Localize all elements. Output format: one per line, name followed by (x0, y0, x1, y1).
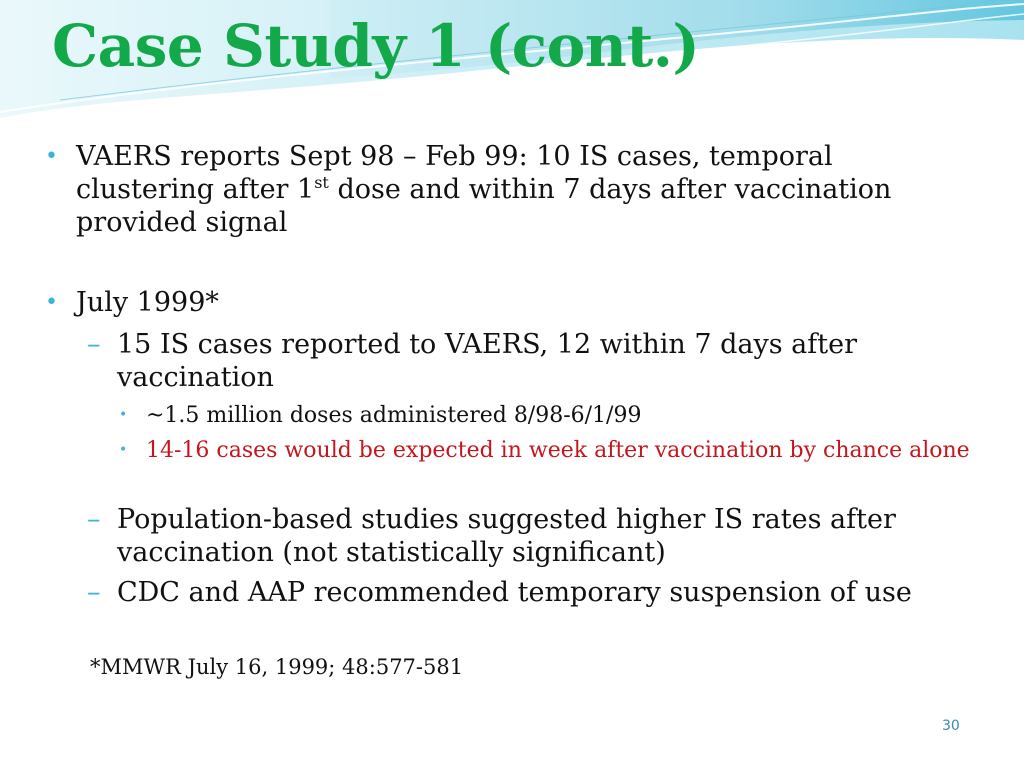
sub-bullet-cdc-aap (87, 576, 977, 609)
sub-sub-bullet-text-highlight: 14-16 cases would be expected in week after vaccination by chance alone (146, 438, 970, 463)
sub-bullet-text: 15 IS cases reported to VAERS, 12 within 7 days after vaccination (117, 329, 857, 393)
bullet-dash-icon: – (87, 577, 101, 608)
slide-title: Case Study 1 (cont.) (52, 12, 700, 80)
bullet-vaers-reports (45, 140, 956, 239)
sub-bullet-population-studies (87, 503, 977, 569)
bullet-text-part1: VAERS reports Sept 98 – Feb 99: 10 IS cases, temporal clustering after 1 (76, 141, 833, 205)
sub-sub-bullet-expected-cases (119, 437, 1006, 465)
bullet-dot-small-icon: • (119, 442, 128, 458)
bullet-text: July 1999* (76, 287, 219, 318)
sub-bullet-text: CDC and AAP recommended temporary suspension of use (117, 577, 912, 608)
bullet-dash-icon: – (87, 504, 101, 535)
sub-sub-bullet-doses (119, 402, 1006, 430)
bullet-dash-icon: – (87, 329, 101, 360)
bullet-dot-icon: • (45, 144, 58, 169)
bullet-text-part2: dose and within 7 days after vaccination provided signal (76, 174, 892, 238)
page-number: 30 (942, 718, 960, 734)
sub-sub-bullet-text: ~1.5 million doses administered 8/98-6/1/99 (146, 403, 642, 428)
sub-bullet-text: Population-based studies suggested higher IS rates after vaccination (not statistically significant) (117, 504, 896, 568)
bullet-dot-small-icon: • (119, 407, 128, 423)
bullet-dot-icon: • (45, 290, 58, 315)
sub-bullet-15-is-cases (87, 328, 977, 394)
bullet-july-1999 (45, 286, 956, 319)
footnote-mmwr: *MMWR July 16, 1999; 48:577-581 (90, 655, 464, 679)
superscript-st: st (314, 173, 329, 192)
